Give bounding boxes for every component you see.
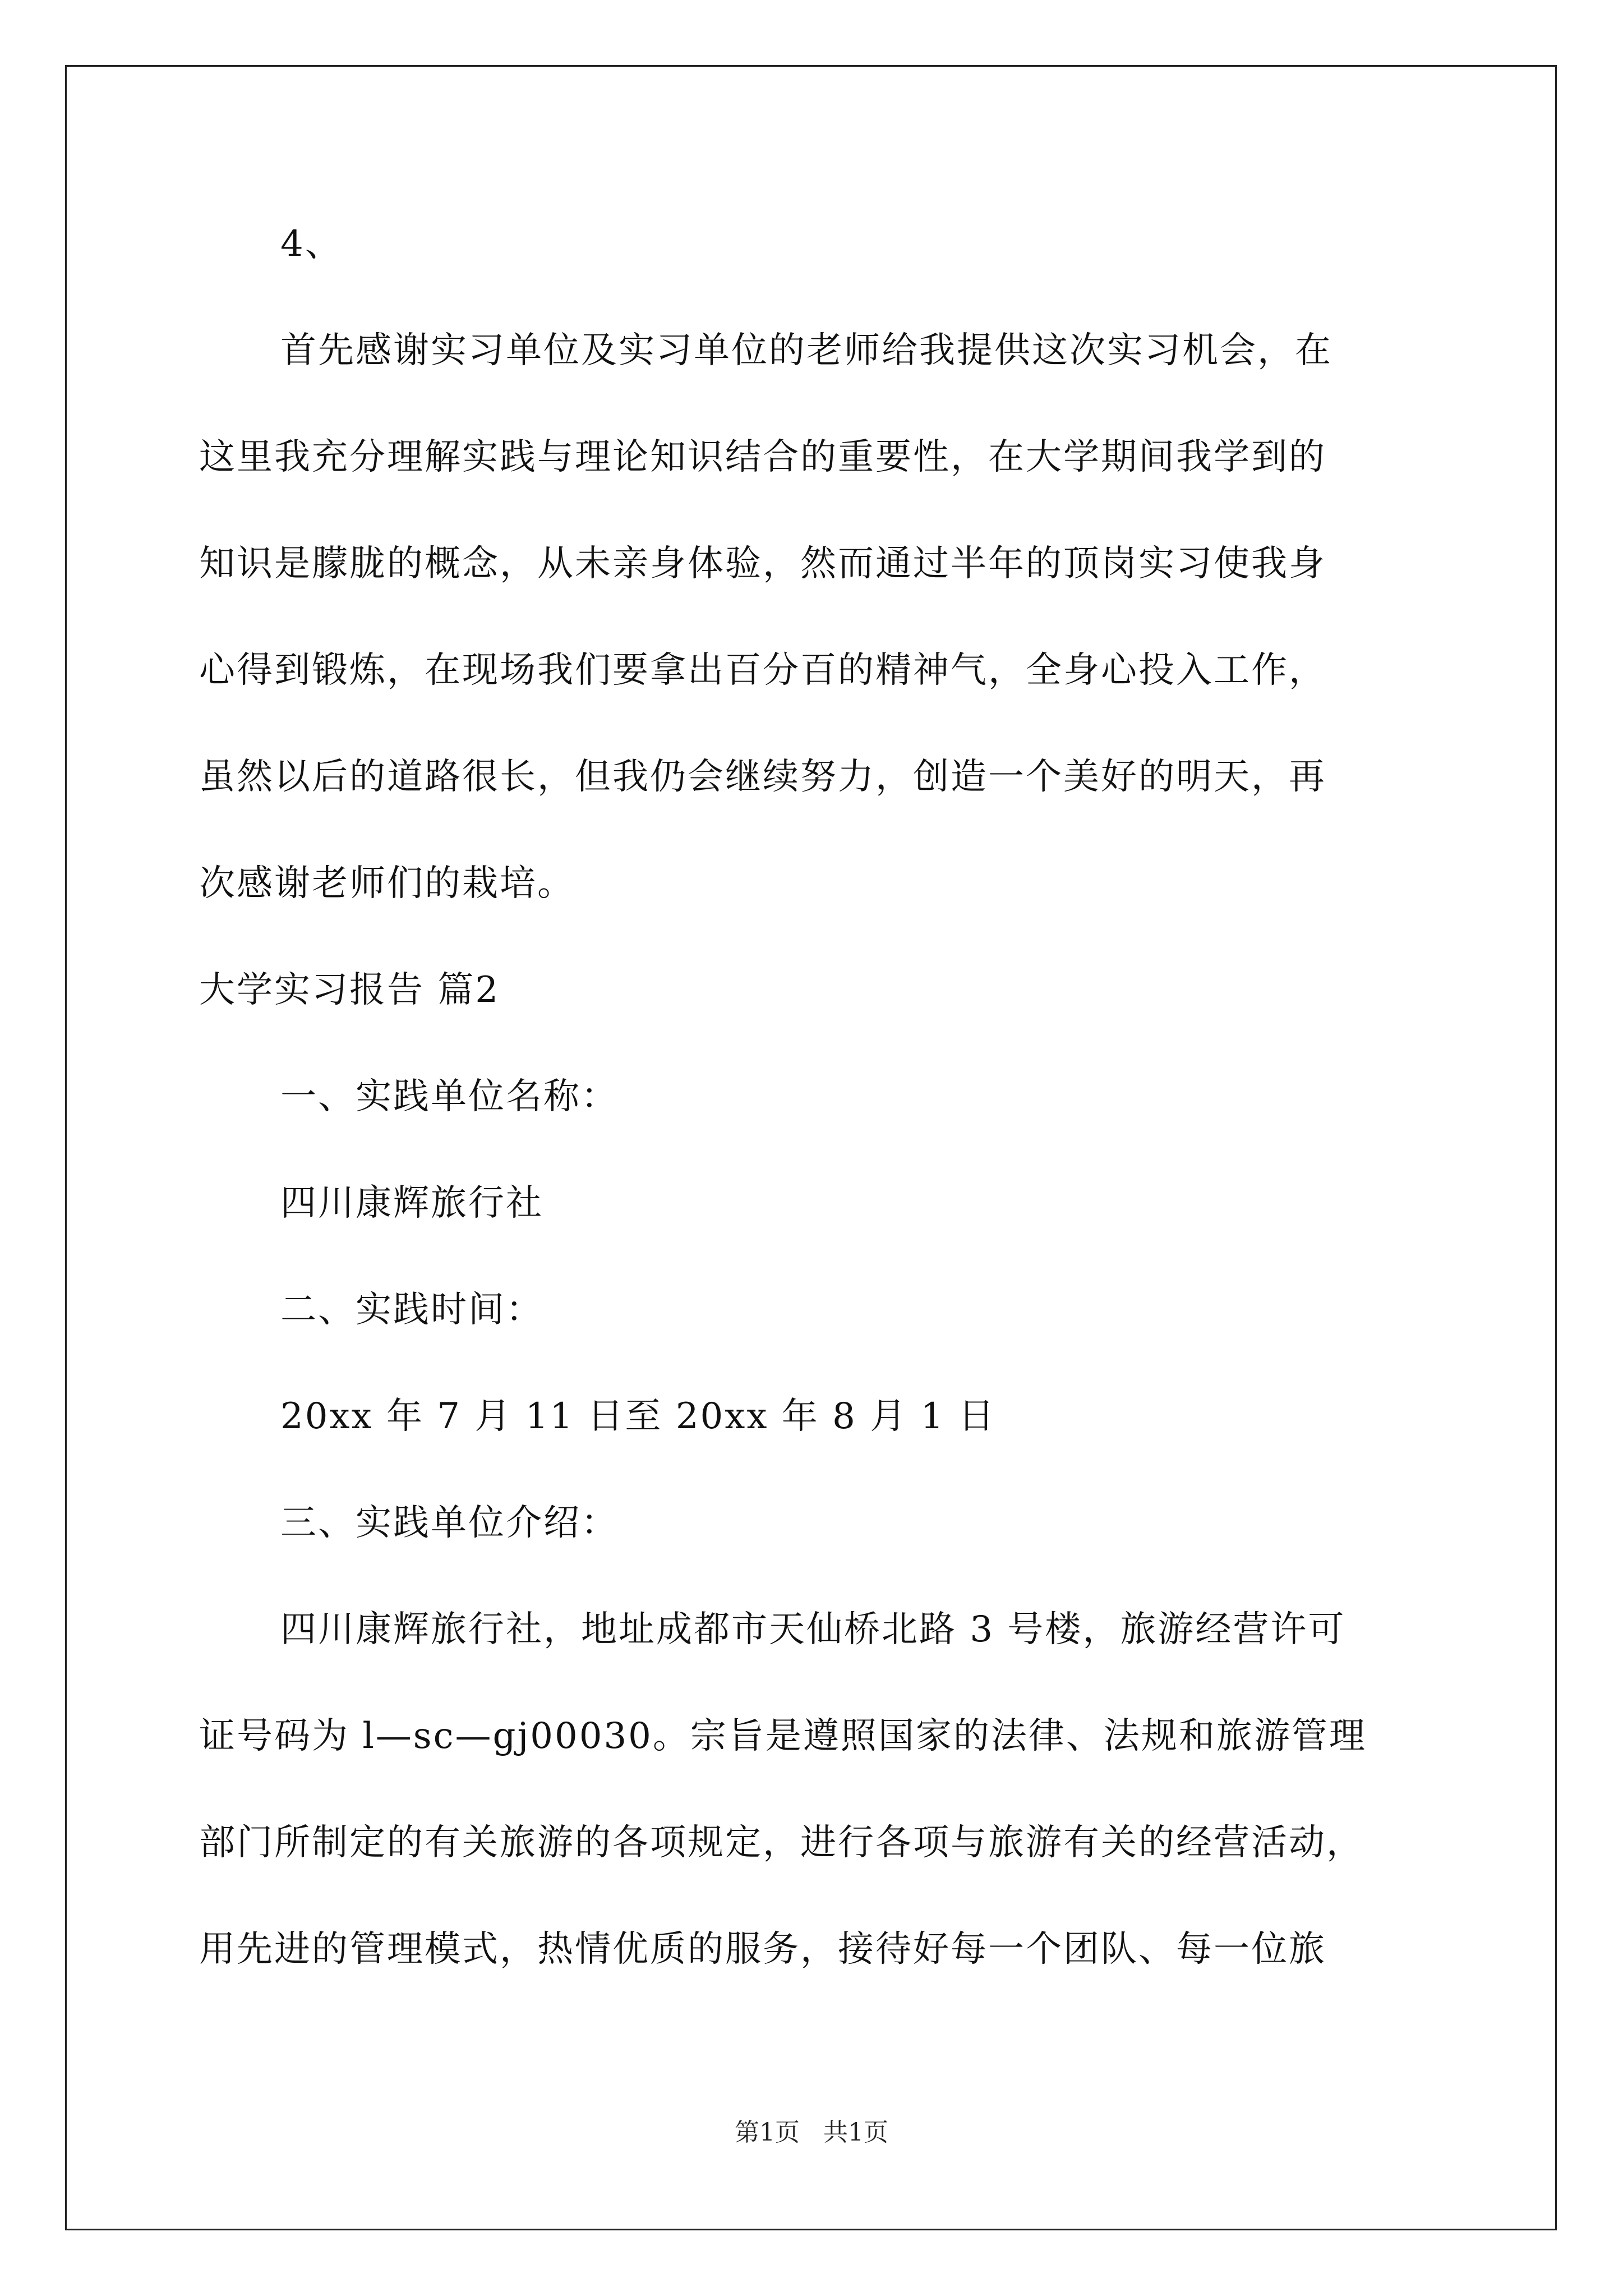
page-footer: 第1页 共1页: [735, 2118, 888, 2147]
subheading: 三、实践单位介绍：: [280, 1502, 619, 1544]
paragraph-line: 次感谢老师们的栽培。: [199, 863, 575, 904]
subheading: 一、实践单位名称：: [280, 1076, 619, 1117]
paragraph-line: 这里我充分理解实践与理论知识结合的重要性，在大学期间我学到的: [199, 436, 1326, 478]
paragraph-line: 20xx 年 7 月 11 日至 20xx 年 8 月 1 日: [280, 1396, 996, 1437]
list-number: 4、: [280, 223, 343, 265]
paragraph-line: 虽然以后的道路很长，但我仍会继续努力，创造一个美好的明天，再: [199, 756, 1326, 798]
paragraph-line: 四川康辉旅行社，地址成都市天仙桥北路 3 号楼，旅游经营许可: [280, 1609, 1346, 1650]
paragraph-line: 心得到锻炼，在现场我们要拿出百分百的精神气，全身心投入工作，: [199, 650, 1326, 691]
paragraph-line: 证号码为 l—sc—gj00030。宗旨是遵照国家的法律、法规和旅游管理: [199, 1715, 1367, 1757]
paragraph-line: 四川康辉旅行社: [280, 1182, 543, 1224]
paragraph-line: 知识是朦胧的概念，从未亲身体验，然而通过半年的顶岗实习使我身: [199, 543, 1326, 585]
paragraph-line: 首先感谢实习单位及实习单位的老师给我提供这次实习机会，在: [280, 330, 1332, 371]
page-frame: [65, 65, 1557, 2230]
paragraph-line: 用先进的管理模式，热情优质的服务，接待好每一个团队、每一位旅: [199, 1929, 1326, 1970]
paragraph-line: 部门所制定的有关旅游的各项规定，进行各项与旅游有关的经营活动，: [199, 1822, 1364, 1864]
subheading: 二、实践时间：: [280, 1289, 543, 1331]
section-heading: 大学实习报告 篇2: [199, 969, 500, 1011]
